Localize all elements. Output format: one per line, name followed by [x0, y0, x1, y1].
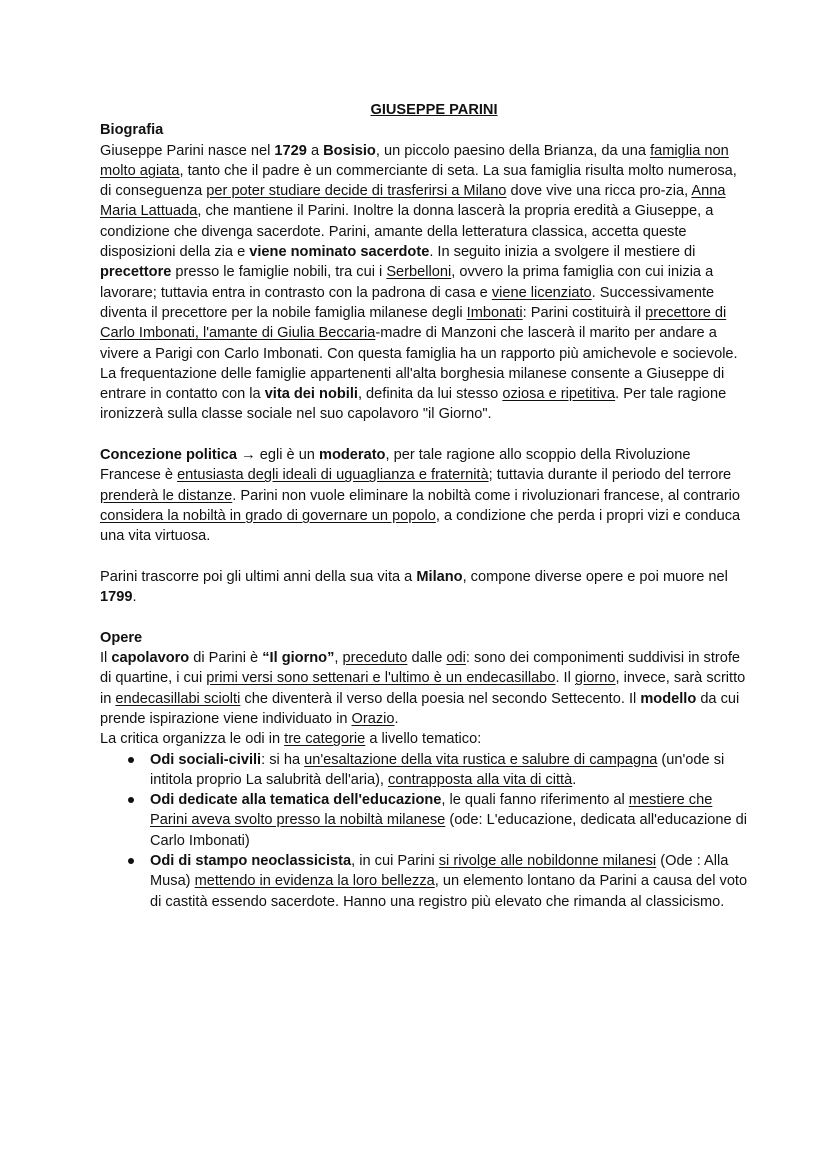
paragraph-critica: [100, 729, 748, 749]
paragraph-spacer: [100, 547, 748, 567]
underlined-text: oziosa e ripetitiva: [502, 386, 616, 403]
underlined-text: un'esaltazione della vita rustica e salubre di campagna: [304, 751, 658, 768]
text-run: Parini trascorre poi gli ultimi anni della sua vita a: [100, 568, 417, 585]
text-run: → egli è un: [237, 447, 319, 464]
text-run: da cui prende ispirazione viene individuato in: [100, 690, 740, 727]
text-run: . Il: [555, 670, 575, 687]
text-run: . Parini non vuole eliminare la nobiltà come i rivoluzionari francese, al contrario: [232, 487, 741, 504]
text-run: ; tuttavia durante il periodo del terrore: [488, 467, 732, 484]
text-run: , a condizione che perda i propri vizi e conduca una vita virtuosa.: [100, 507, 741, 545]
underlined-text: precettore di Carlo Imbonati, l'amante di Giulia Beccaria: [100, 304, 727, 342]
bold-text: Bosisio: [323, 142, 376, 159]
bold-text: 1729: [274, 142, 307, 159]
bold-text: viene nominato sacerdote: [249, 244, 430, 261]
bullet-icon: [128, 858, 134, 864]
text-run: .: [572, 771, 577, 788]
text-run: (un'ode si intitola proprio La salubrità dell'aria),: [150, 751, 725, 788]
odi-categories-list: [100, 750, 748, 912]
text-run: .: [132, 589, 137, 606]
bullet-icon: [128, 797, 134, 803]
underlined-text: prenderà le distanze: [100, 487, 233, 504]
underlined-text: preceduto: [342, 650, 408, 667]
text-run: Giuseppe Parini nasce nel: [100, 142, 275, 159]
underlined-text: mestiere che Parini aveva svolto presso la nobiltà milanese: [150, 792, 713, 829]
text-run: : si ha: [261, 751, 305, 768]
bold-text: vita dei nobili: [264, 386, 358, 403]
bold-text: modello: [640, 690, 697, 707]
bold-text: 1799: [100, 589, 133, 606]
paragraph-spacer: [100, 425, 748, 445]
list-item-odi-sociali-civili: [122, 750, 748, 791]
underlined-text: per poter studiare decide di trasferirsi a Milano: [206, 183, 507, 200]
underlined-text: endecasillabi sciolti: [115, 690, 241, 707]
paragraph-opere: [100, 648, 748, 729]
text-run: La critica organizza le odi in: [100, 731, 285, 748]
underlined-text: giorno: [574, 670, 616, 687]
list-item-odi-neoclassiciste: [122, 851, 748, 912]
text-run: : sono dei componimenti suddivisi in strofe di quartine, i cui: [100, 650, 741, 687]
text-run: , per tale ragione allo scoppio della Rivoluzione Francese è: [100, 447, 691, 484]
text-run: presso le famiglie nobili, tra cui i: [171, 264, 387, 281]
text-run: dove vive una ricca pro-zia,: [506, 183, 692, 200]
text-run: che diventerà il verso della poesia nel secondo Settecento. Il: [240, 690, 641, 707]
text-run: , invece, sarà scritto in: [100, 670, 746, 707]
section-heading-biografia: Biografia: [100, 122, 164, 139]
text-run: , compone diverse opere e poi muore nel: [462, 568, 728, 585]
text-run: . Per tale ragione ironizzerà sulla classe sociale nel suo capolavoro "il Giorno".: [100, 386, 727, 423]
text-run: a: [306, 142, 324, 159]
underlined-text: considera la nobiltà in grado di governare un popolo: [100, 507, 436, 524]
bold-text: capolavoro: [111, 650, 190, 667]
bold-text: precettore: [100, 264, 172, 281]
underlined-text: odi: [446, 650, 466, 667]
bold-text: moderato: [318, 447, 386, 464]
bold-text: Odi sociali-civili: [150, 751, 262, 768]
underlined-text: Serbelloni: [386, 264, 452, 281]
text-run: di Parini è: [189, 650, 263, 667]
underlined-text: Orazio: [351, 710, 395, 727]
paragraph-concezione-politica: [100, 445, 748, 546]
text-run: . In seguito inizia a svolgere il mestiere di: [429, 244, 696, 261]
text-run: dalle: [407, 650, 447, 667]
paragraph-biografia: [100, 141, 748, 425]
underlined-text: famiglia non molto agiata: [100, 142, 729, 179]
bold-text: Milano: [416, 568, 463, 585]
text-run: , tanto che il padre è un commerciante di seta. La sua famiglia risulta molto numerosa, di conseguenza: [100, 162, 737, 200]
text-run: , che mantiene il Parini. Inoltre la donna lascerà la propria eredità a Giuseppe, a condizione che divenga sacerdote. Parini, amante della letteratura classica, accetta queste disposizioni della zia e: [100, 203, 714, 261]
underlined-text: tre categorie: [284, 731, 366, 748]
text-run: , definita da lui stesso: [357, 386, 503, 403]
text-run: , ovvero la prima famiglia con cui inizia a lavorare; tuttavia entra in contrasto con la padrona di casa e: [100, 264, 714, 301]
text-run: . Successivamente diventa il precettore per la nobile famiglia milanese degli: [100, 284, 715, 321]
section-heading-opere: Opere: [100, 629, 143, 646]
underlined-text: contrapposta alla vita di città: [388, 771, 573, 788]
paragraph-ultimi-anni: [100, 567, 748, 608]
underlined-text: Imbonati: [466, 304, 523, 321]
bullet-icon: [128, 757, 134, 763]
underlined-text: si rivolge alle nobildonne milanesi: [438, 852, 657, 869]
underlined-text: Anna Maria Lattuada: [100, 183, 726, 220]
text-run: Il: [100, 650, 112, 667]
bold-text: Concezione politica: [100, 447, 238, 464]
list-item-odi-educazione: [122, 790, 748, 851]
bold-text: Odi di stampo neoclassicista: [150, 852, 352, 869]
underlined-text: primi versi sono settenari e l'ultimo è un endecasillabo: [206, 670, 556, 687]
underlined-text: entusiasta degli ideali di uguaglianza e fraternità: [177, 467, 489, 484]
document-title: GIUSEPPE PARINI: [370, 102, 498, 118]
text-run: (Ode : Alla Musa): [150, 852, 729, 890]
text-run: , un piccolo paesino della Brianza, da una: [375, 142, 651, 159]
paragraph-spacer: [100, 607, 748, 627]
text-run: , un elemento lontano da Parini a causa del voto di castità essendo sacerdote. Hanno una registro più elevato che rimanda al classicismo.: [150, 873, 748, 910]
text-run: .: [394, 710, 399, 727]
text-run: ,: [334, 650, 343, 667]
bold-text: “Il giorno”: [262, 650, 335, 667]
text-run: , in cui Parini: [351, 852, 439, 869]
text-run: a livello tematico:: [365, 731, 482, 748]
text-run: (ode: L'educazione, dedicata all'educazione di Carlo Imbonati): [150, 812, 747, 849]
text-run: -madre di Manzoni che lascerà il marito per andare a vivere a Parigi con Carlo Imbonati. Con questa famiglia ha un rapporto più amichevole e socievole. La frequentazione delle famiglie appartenenti all'alta borghesia milanese consente a Giuseppe di entrare in contatto con la: [100, 325, 738, 403]
text-run: , le quali fanno riferimento al: [441, 792, 629, 809]
underlined-text: mettendo in evidenza la loro bellezza: [194, 873, 435, 890]
text-run: : Parini costituirà il: [522, 304, 646, 321]
underlined-text: viene licenziato: [491, 284, 592, 301]
bold-text: Odi dedicate alla tematica dell'educazione: [150, 792, 442, 809]
